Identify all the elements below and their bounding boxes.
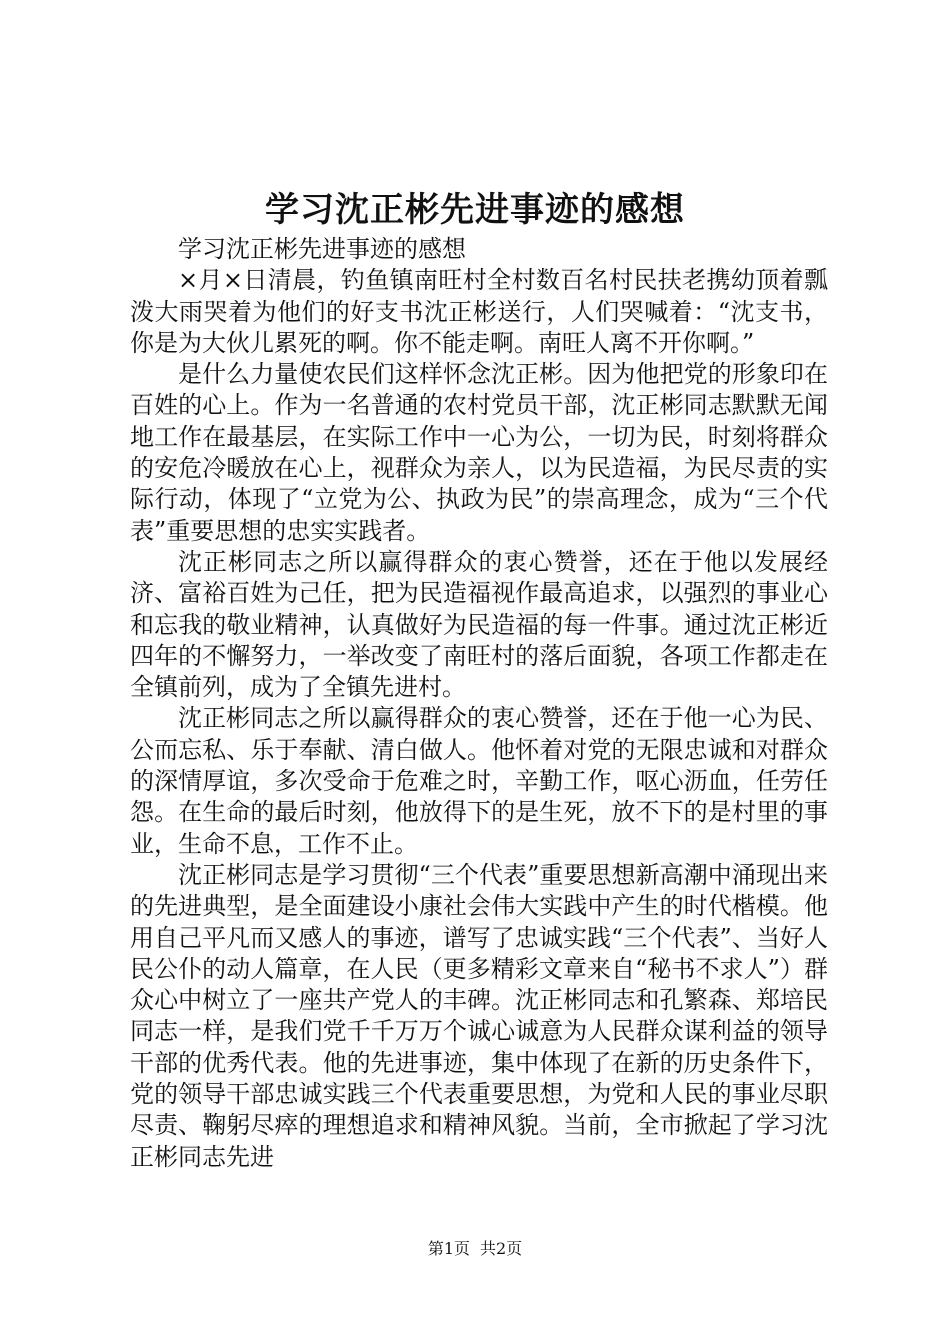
paragraph-5: 沈正彬同志是学习贯彻“三个代表”重要思想新高潮中涌现出来的先进典型，是全面建设小康社会伟大实践中产生的时代楷模。他用自己平凡而又感人的事迹，谱写了忠诚实践“三个代表”、当好人民公仆的动人篇章，在人民（更多精彩文章来自“秘书不求人”）群众心中树立了一座共产党人的丰碑。沈正彬同志和孔繁森、郑培民同志一样，是我们党千千万万个诚心诚意为人民群众谋利益的领导干部的优秀代表。他的先进事迹，集中体现了在新的历史条件下，党的领导干部忠诚实践三个代表重要思想，为党和人民的事业尽职尽责、鞠躬尽瘁的理想追求和精神风貌。当前，全市掀起了学习沈正彬同志先进: [130, 860, 828, 1171]
paragraph-2: 是什么力量使农民们这样怀念沈正彬。因为他把党的形象印在百姓的心上。作为一名普通的农村党员干部，沈正彬同志默默无闻地工作在最基层，在实际工作中一心为公，一切为民，时刻将群众的安危冷暖放在心上，视群众为亲人，以为民造福，为民尽责的实际行动，体现了“立党为公、执政为民”的崇高理念，成为“三个代表”重要思想的忠实实践者。: [130, 360, 828, 545]
page-number-current: 第1页: [427, 1239, 470, 1258]
page-footer: [0, 1238, 950, 1260]
document-title: 学习沈正彬先进事迹的感想: [265, 190, 685, 230]
document-body: [130, 234, 828, 1173]
paragraph-4: 沈正彬同志之所以赢得群众的衷心赞誉，还在于他一心为民、公而忘私、乐于奉献、清白做人。他怀着对党的无限忠诚和对群众的深情厚谊，多次受命于危难之时，辛勤工作，呕心沥血，任劳任怨。在生命的最后时刻，他放得下的是生死，放不下的是村里的事业，生命不息，工作不止。: [130, 704, 828, 858]
page-number-total: 共2页: [480, 1239, 523, 1258]
paragraph-subtitle: 学习沈正彬先进事迹的感想: [178, 235, 466, 263]
paragraph-3: 沈正彬同志之所以赢得群众的衷心赞誉，还在于他以发展经济、富裕百姓为己任，把为民造福视作最高追求，以强烈的事业心和忘我的敬业精神，认真做好为民造福的每一件事。通过沈正彬近四年的不懈努力，一举改变了南旺村的落后面貌，各项工作都走在全镇前列，成为了全镇先进村。: [130, 547, 828, 702]
paragraph-1: ×月×日清晨，钓鱼镇南旺村全村数百名村民扶老携幼顶着瓢泼大雨哭着为他们的好支书沈正彬送行，人们哭喊着：“沈支书，你是为大伙儿累死的啊。你不能走啊。南旺人离不开你啊。”: [130, 266, 828, 357]
